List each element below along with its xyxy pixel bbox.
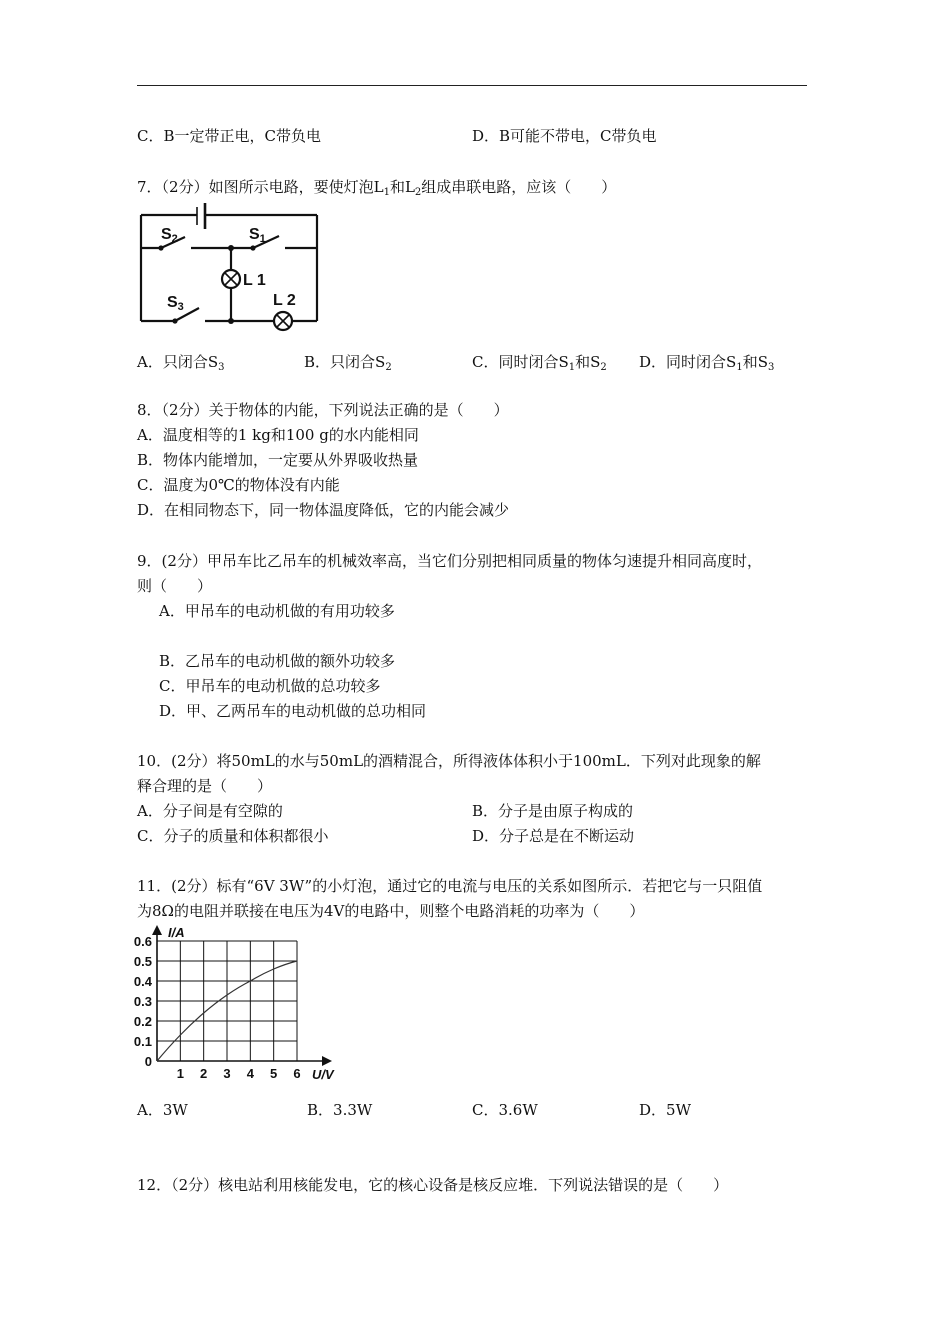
y-tick-label: 0.6 bbox=[133, 934, 152, 949]
q7-stem: 7．（2分）如图所示电路，要使灯泡$L_1$和$L_2$组成串联电路，应该（ ） bbox=[137, 178, 617, 198]
y-tick-label: 0.1 bbox=[133, 1034, 152, 1049]
q7-option-a[interactable]: A．只闭合$S_3$ bbox=[137, 353, 225, 373]
label-l1: L 1 bbox=[243, 272, 266, 289]
q9-option-c[interactable]: C．甲吊车的电动机做的总功较多 bbox=[159, 677, 381, 695]
x-tick-label: 2 bbox=[200, 1066, 208, 1081]
label-l2: L 2 bbox=[273, 292, 296, 309]
x-tick-label: 6 bbox=[293, 1066, 301, 1081]
y-tick-label: 0.4 bbox=[133, 974, 152, 989]
x-tick-label: 3 bbox=[223, 1066, 231, 1081]
label-s3: S3 bbox=[167, 294, 184, 313]
q11-option-d[interactable]: D．5W bbox=[639, 1101, 691, 1119]
q9-option-d[interactable]: D．甲、乙两吊车的电动机做的总功相同 bbox=[159, 702, 427, 720]
q7-option-d[interactable]: D．同时闭合$S_1$和$S_3$ bbox=[639, 353, 775, 373]
y-tick-label: 0 bbox=[144, 1054, 152, 1069]
q11-iv-graph bbox=[130, 925, 345, 1085]
y-tick-label: 0.5 bbox=[133, 954, 152, 969]
q10-stem-line2: 释合理的是（ ） bbox=[137, 777, 273, 795]
q11-option-a[interactable]: A．3W bbox=[137, 1101, 188, 1119]
q11-stem-line2: 为8Ω的电阻并联接在电压为4V的电路中，则整个电路消耗的功率为（ ） bbox=[137, 902, 645, 920]
y-tick-label: 0.2 bbox=[133, 1014, 152, 1029]
x-tick-label: 1 bbox=[176, 1066, 184, 1081]
q9-option-b[interactable]: B．乙吊车的电动机做的额外功较多 bbox=[159, 652, 396, 670]
header-rule bbox=[137, 85, 807, 86]
q10-option-c[interactable]: C．分子的质量和体积都很小 bbox=[137, 827, 329, 845]
x-axis-label: U/V bbox=[312, 1067, 334, 1082]
x-tick-label: 5 bbox=[270, 1066, 278, 1081]
q8-stem: 8．（2分）关于物体的内能，下列说法正确的是（ ） bbox=[137, 401, 509, 419]
y-tick-label: 0.3 bbox=[133, 994, 152, 1009]
q8-option-b[interactable]: B．物体内能增加，一定要从外界吸收热量 bbox=[137, 451, 419, 469]
label-s2: S2 bbox=[161, 226, 178, 245]
y-axis-label: I/A bbox=[168, 925, 185, 940]
q8-option-d[interactable]: D．在相同物态下，同一物体温度降低，它的内能会减少 bbox=[137, 501, 510, 519]
q9-stem-line1: 9．(2分）甲吊车比乙吊车的机械效率高，当它们分别把相同质量的物体匀速提升相同高度时， bbox=[137, 552, 762, 570]
q10-option-d[interactable]: D．分子总是在不断运动 bbox=[472, 827, 635, 845]
q11-option-c[interactable]: C．3.6W bbox=[472, 1101, 538, 1119]
q9-stem-line2: 则（ ） bbox=[137, 577, 213, 595]
y-axis-arrow bbox=[152, 925, 162, 935]
x-axis-arrow bbox=[322, 1056, 332, 1066]
q8-option-a[interactable]: A．温度相等的1 kg和100 g的水内能相同 bbox=[137, 426, 419, 444]
label-s1: S1 bbox=[249, 226, 266, 245]
q7-circuit-diagram bbox=[135, 203, 325, 333]
q7-option-c[interactable]: C．同时闭合$S_1$和$S_2$ bbox=[472, 353, 607, 373]
q11-stem-line1: 11．(2分）标有“6V 3W”的小灯泡，通过它的电流与电压的关系如图所示．若把它与一只阻值 bbox=[137, 877, 763, 895]
q7-option-b[interactable]: B．只闭合$S_2$ bbox=[304, 353, 392, 373]
q8-option-c[interactable]: C．温度为0℃的物体没有内能 bbox=[137, 476, 340, 494]
q9-option-a[interactable]: A．甲吊车的电动机做的有用功较多 bbox=[159, 602, 395, 620]
x-tick-label: 4 bbox=[246, 1066, 254, 1081]
q10-option-a[interactable]: A．分子间是有空隙的 bbox=[137, 802, 283, 820]
q10-stem-line1: 10．(2分）将50mL的水与50mL的酒精混合，所得液体体积小于100mL．下列对此现象的解 bbox=[137, 752, 761, 770]
q6-option-d[interactable]: D．B可能不带电，C带负电 bbox=[472, 127, 657, 145]
q11-option-b[interactable]: B．3.3W bbox=[307, 1101, 373, 1119]
q6-option-c[interactable]: C．B一定带正电，C带负电 bbox=[137, 127, 321, 145]
q12-stem: 12．（2分）核电站利用核能发电，它的核心设备是核反应堆．下列说法错误的是（ ） bbox=[137, 1176, 729, 1194]
q10-option-b[interactable]: B．分子是由原子构成的 bbox=[472, 802, 634, 820]
